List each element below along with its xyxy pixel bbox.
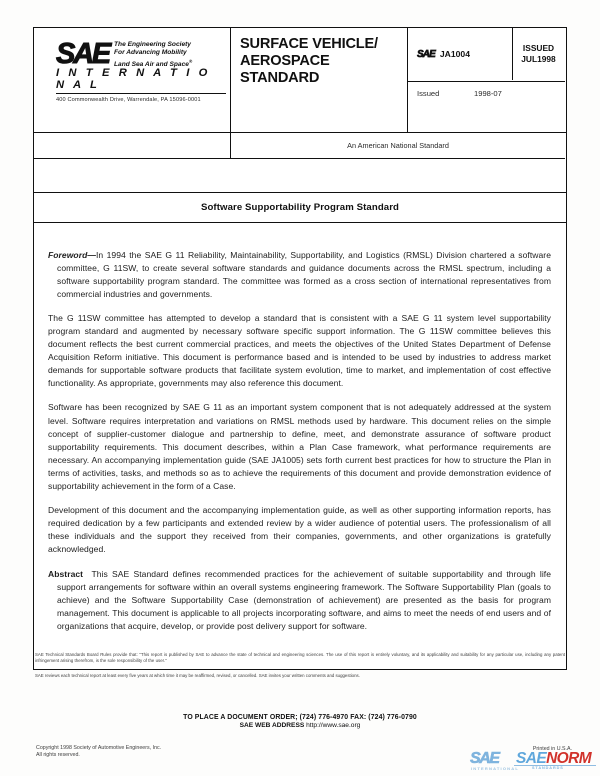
- web-address-line: [0, 722, 600, 729]
- footer-logos: [470, 748, 596, 774]
- body-content: [34, 223, 566, 644]
- abstract-lead-in: Abstract: [48, 568, 84, 579]
- issued-badge: [512, 28, 564, 80]
- sae-tagline-line-3: Land Sea Air and Space®: [114, 58, 193, 68]
- issued-value: 1998-07: [474, 89, 502, 98]
- masthead-meta-bottom: [408, 82, 565, 133]
- masthead-meta-cell: [407, 28, 565, 133]
- sae-tagline: [114, 39, 192, 69]
- sae-logo: [56, 39, 226, 103]
- registered-mark: ®: [188, 58, 193, 64]
- masthead-strip-left-blank: [34, 133, 230, 159]
- sae-international-logo-subtext: INTERNATIONAL: [471, 766, 519, 771]
- paragraph-committee: The G 11SW committee has attempted to develop a standard that is consistent with a SAE G 11 system level supportability program standard and augmented by necessary software specific support information. The G 11SW committee believes this document reflects the best current commercial practices, and meets the objectives of the United States Department of Defense Acquisition Reform initiative. This document is performance based and is intended to be used by industries to address market demands for supportable software products that facilitate system evolution, time to market, and implementation of cost effective functionality. As appropriate, governments may also reference this document.: [48, 312, 551, 389]
- paragraph-software-recognition: Software has been recognized by SAE G 11 as an important system component that is not adequately addressed at the system level. Software requires interpretation and variations on RMSL methods used by hardware. This document relies on the simple concept of supplier-customer dialogue and partnership to define, meet, and demonstrate assurance of software product supportability requirements. This document describes, within a Plan Case framework, what performance requirements are necessary. An accompanying implementation guide (SAE JA1005) sets forth current best practices for how to structure the Plan in terms of activities, tasks, and methods so as to achieve the requirements of this document and provide demonstration evidence of supportability achievement in the form of a Case.: [48, 402, 551, 492]
- web-address-label: SAE WEB ADDRESS: [239, 722, 305, 729]
- sae-mini-logo: SAE: [417, 48, 435, 60]
- rights-line: All rights reserved.: [36, 752, 80, 759]
- fine-print-block: [33, 652, 567, 679]
- american-national-standard-label: An American National Standard: [230, 133, 565, 159]
- paragraph-abstract: [48, 568, 551, 633]
- paragraph-foreword: [48, 249, 551, 301]
- sae-international-logo: SAE: [470, 750, 499, 767]
- foreword-lead-in: Foreword—: [48, 249, 96, 260]
- masthead-title-cell: [230, 28, 407, 133]
- web-address-url[interactable]: http://www.sae.org: [306, 722, 361, 729]
- copyright-block: [36, 745, 161, 760]
- issued-label: Issued: [417, 89, 440, 98]
- issued-badge-line-2: JUL1998: [521, 54, 556, 64]
- document-number-cell: [408, 28, 512, 80]
- document-number: JA1004: [439, 49, 470, 59]
- order-phone-line: TO PLACE A DOCUMENT ORDER; (724) 776-4970 FAX: (724) 776-0790: [183, 714, 417, 721]
- masthead-meta-top: [408, 28, 565, 82]
- issued-date-row: [417, 89, 565, 98]
- sae-international-word: I N T E R N A T I O N A L: [56, 67, 226, 94]
- sae-logo-mark: SAE: [56, 38, 110, 70]
- printed-in-line: Printed in U.S.A.: [532, 746, 572, 752]
- standards-board-disclaimer: SAE Technical Standards Board Rules provide that: "This report is published by SAE to advance the state of technical and engineering sciences. The use of this report is entirely voluntary, and its applicability and suitability for any particular use, including any patent infringement arising therefrom, is the sole responsibility of the user.": [35, 652, 565, 664]
- foreword-text: In 1994 the SAE G 11 Reliability, Maintainability, Supportability, and Logistics (RMSL) Division chartered a software committee, G 11SW, to create several software standards and guidance documents across the RMSL spectrum, including a software supportability program standard. The committee was formed as a cross section of international representatives from commercial industries and governments.: [57, 249, 551, 299]
- copyright-line: Copyright 1998 Society of Automotive Engineers, Inc.: [36, 745, 162, 751]
- sae-address: 400 Commonwealth Drive, Warrendale, PA 15096-0001: [56, 97, 201, 104]
- issued-badge-line-1: ISSUED: [522, 43, 555, 53]
- sae-tagline-line-2: For Advancing Mobility: [114, 49, 187, 57]
- order-info-block: [0, 714, 600, 729]
- masthead-logo-cell: [34, 28, 230, 133]
- title-band-spacer: [34, 159, 566, 193]
- sae-norm-watermark-sae: SAE: [516, 750, 547, 767]
- sae-norm-watermark-subtext: STANDARDS: [532, 766, 564, 770]
- review-note: SAE reviews each technical report at least every five years at which time it may be reaffirmed, revised, or cancelled. SAE invites your written comments and suggestions.: [35, 673, 360, 679]
- sae-tagline-line-1: The Engineering Society: [114, 41, 191, 48]
- abstract-text: This SAE Standard defines recommended practices for the achievement of suitable supportability and through life support arrangements for software within an overall systems engineering framework. The Software Supportability Plan (goals to achieve) and the Software Supportability Case (demonstration of achievement) are presented as the basis for program management. This document is applicable to all projects incorporating software, and aims to meet the needs of end users and of organizations that acquire, develop, or provide post delivery support for software.: [57, 568, 551, 631]
- document-frame: [33, 27, 567, 670]
- sae-norm-watermark-norm: NORM: [546, 750, 592, 767]
- page-title: Software Supportability Program Standard: [34, 193, 566, 223]
- paragraph-development: Development of this document and the accompanying implementation guide, as well as other supporting information reports, has required dedication by a few participants and extended review by a wider audience of potential users. The professionalism of all these individuals and the support they received from their companies, governments, and other organizations is gratefully acknowledged.: [48, 505, 551, 555]
- standard-type-title: SURFACE VEHICLE/ AEROSPACE STANDARD: [240, 36, 378, 86]
- masthead: [34, 28, 566, 133]
